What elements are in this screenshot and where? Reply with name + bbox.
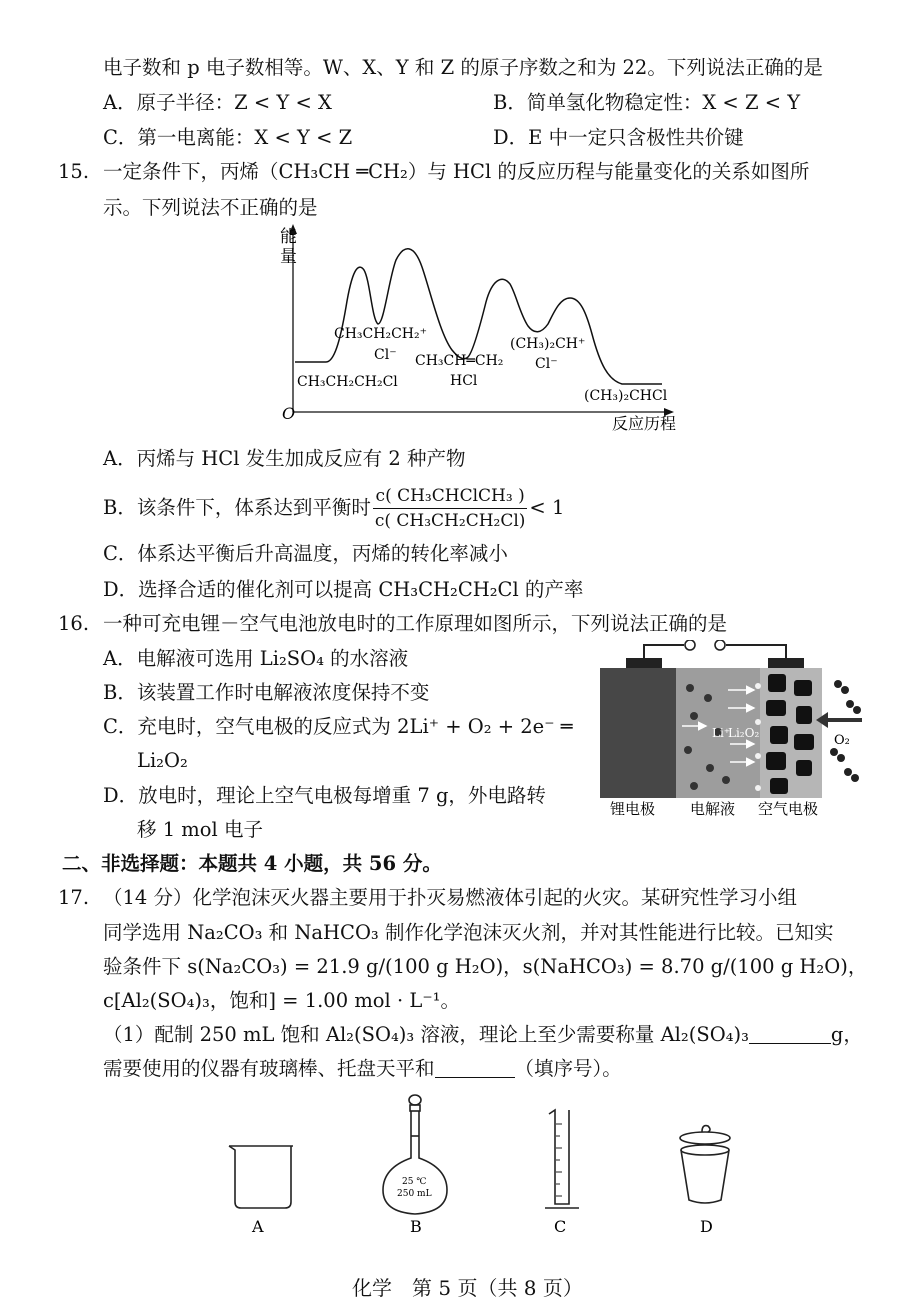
switch-contact-left [685,640,695,650]
q15-option-c: C．体系达平衡后升高温度，丙烯的转化率减小 [103,542,508,565]
q17-stem-line4: c[Al₂(SO₄)₃，饱和] = 1.00 mol · L⁻¹。 [103,989,460,1012]
energy-profile-diagram [262,222,702,440]
label-a: A [252,1217,264,1236]
cathode-terminal [768,658,804,668]
product2-label: (CH₃)₂CHCl [584,388,668,404]
lithium-electrode [600,668,676,798]
q15-option-b [103,481,564,535]
q16-option-a: A．电解液可选用 Li₂SO₄ 的水溶液 [103,647,409,670]
page-footer: 化学 第 5 页（共 8 页） [352,1276,583,1300]
q15-option-a: A．丙烯与 HCl 发生加成反应有 2 种产物 [103,447,466,470]
q17-stem-line2: 同学选用 Na₂CO₃ 和 NaHCO₃ 制作化学泡沫灭火剂，并对其性能进行比较。已知实 [103,921,834,944]
q14-option-b: B．简单氢化物稳定性：X < Z < Y [493,91,801,114]
q15-stem-line1: 一定条件下，丙烯（CH₃CH ═CH₂）与 HCl 的反应历程与能量变化的关系如图所 [103,160,810,183]
crucible-icon [680,1126,730,1203]
q16-number: 16. [58,612,90,635]
intermediate1-anion-label: Cl⁻ [374,347,397,363]
oxygen-inflow-arrow [816,712,862,728]
anode-caption: 锂电极 [610,800,656,818]
q16-option-b: B．该装置工作时电解液浓度保持不变 [103,681,430,704]
intermediate1-label: CH₃CH₂CH₂⁺ [334,326,427,342]
q15-number: 15. [58,160,90,183]
y-axis-label-2: 量 [280,247,297,267]
anode-terminal [626,658,662,668]
label-b: B [410,1217,422,1236]
q16-stem: 一种可充电锂－空气电池放电时的工作原理如图所示，下列说法正确的是 [103,612,728,635]
product-label: Li₂O₂ [728,726,760,740]
q14-stem-continuation: 电子数和 p 电子数相等。W、X、Y 和 Z 的原子序数之和为 22。下列说法正确的是 [103,56,823,79]
origin-label: O [282,404,296,423]
q17-part1-hint: （填序号）。 [514,1057,622,1080]
q17-stem-line3: 验条件下 s(Na₂CO₃) = 21.9 g/(100 g H₂O)，s(NaHCO₃) = 8.70 g/(100 g H₂O)， [103,955,868,978]
beaker-icon [229,1146,293,1208]
reactant-hcl-label: HCl [450,373,478,389]
x-axis-label: 反应历程 [612,414,677,433]
q15-option-b-suffix: < 1 [529,496,565,519]
reactant-propene-label: CH₃CH═CH₂ [415,353,504,369]
section-heading: 二、非选择题：本题共 4 小题，共 56 分。 [62,852,442,875]
flask-temperature: 25 ℃ [402,1177,427,1187]
q15-option-b-fraction [373,484,528,533]
fraction-denominator: c( CH₃CH₂CH₂Cl) [374,511,526,531]
answer-blank-instrument[interactable] [435,1057,515,1078]
q14-option-d: D．E 中一定只含极性共价键 [493,126,744,149]
q15-stem-line2: 示。下列说法不正确的是 [103,196,318,219]
wire-right [726,645,786,658]
intermediate2-anion-label: Cl⁻ [535,356,558,372]
product1-label: CH₃CH₂CH₂Cl [297,374,398,390]
q17-part1-line2 [103,1055,622,1083]
q17-part1-line1 [103,1021,863,1049]
graduated-cylinder-icon [545,1110,579,1208]
q14-option-c: C．第一电离能：X < Y < Z [103,126,353,149]
q16-option-c-line1: C．充电时，空气电极的反应式为 2Li⁺ + O₂ + 2e⁻ ═ [103,715,573,738]
q16-option-c-line2: Li₂O₂ [137,749,188,772]
q16-option-d-line1: D．放电时，理论上空气电极每增重 7 g，外电路转 [103,784,546,807]
q17-part1-instruments-text: 需要使用的仪器有玻璃棒、托盘天平和 [103,1057,435,1080]
q17-number: 17. [58,886,90,909]
switch-contact-right [715,640,725,650]
q14-option-a: A．原子半径：Z < Y < X [103,91,332,114]
oxygen-label: O₂ [834,733,850,748]
lab-apparatus-figure [215,1090,735,1240]
cathode-caption: 空气电极 [758,800,819,818]
q17-part1-unit: g， [830,1023,863,1046]
label-d: D [700,1217,713,1236]
q15-option-d: D．选择合适的催化剂可以提高 CH₃CH₂CH₂Cl 的产率 [103,578,584,601]
q15-option-b-prefix: B．该条件下，体系达到平衡时 [103,496,371,519]
q16-option-d-line2: 移 1 mol 电子 [137,818,263,841]
battery-diagram [598,640,868,820]
answer-blank-mass[interactable] [749,1023,831,1044]
wire-left [644,645,684,658]
oxygen-molecules [830,680,861,782]
lithium-ion-label: Li⁺ [712,726,731,740]
flask-volume: 250 mL [397,1189,432,1199]
y-axis-label-1: 能 [280,227,297,247]
q17-part1-text: （1）配制 250 mL 饱和 Al₂(SO₄)₃ 溶液，理论上至少需要称量 Al₂(SO₄)₃ [103,1023,749,1046]
label-c: C [554,1217,567,1236]
q17-stem-line1: （14 分）化学泡沫灭火器主要用于扑灭易燃液体引起的火灾。某研究性学习小组 [103,886,798,909]
electrolyte-caption: 电解液 [690,800,736,818]
fraction-numerator: c( CH₃CHClCH₃ ) [373,484,528,509]
intermediate2-label: (CH₃)₂CH⁺ [510,336,586,352]
